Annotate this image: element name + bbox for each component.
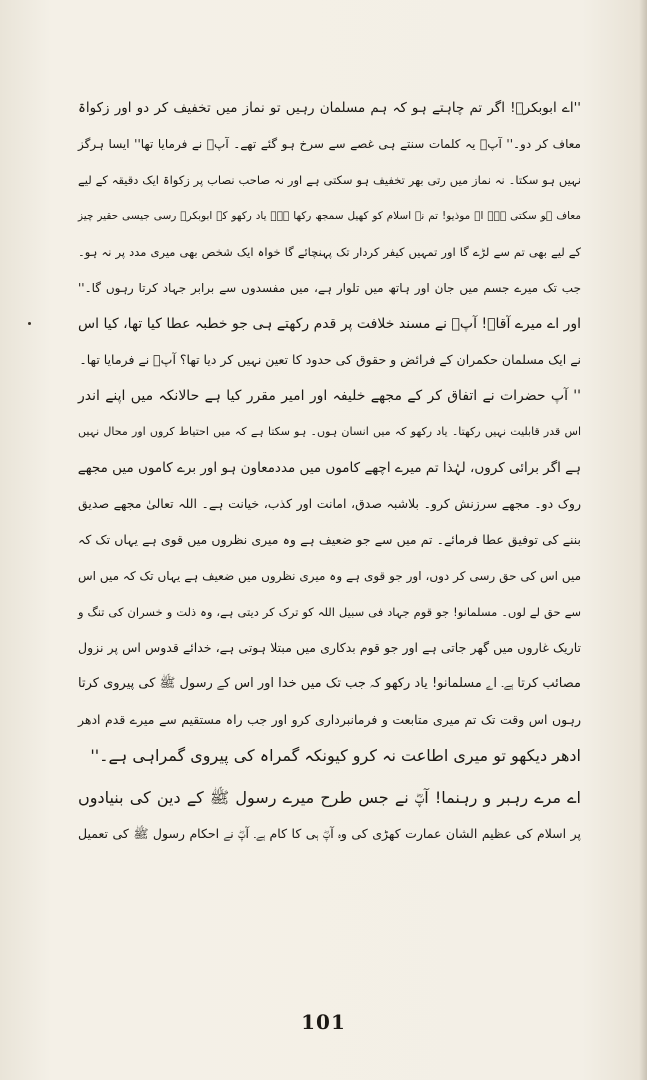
text-line-17: مصائب کرتا ہے۔ اے مسلمانو! یاد رکھو کہ جب تک میں خدا اور اس کے رسول ﷺ کی پیروی کرتا xyxy=(78,676,581,691)
text-line-16: تاریک غاروں میں گھر جاتی ہے اور جو قوم بدکاری میں مبتلا ہوتی ہے، خدائے قدوس اس پر نزول xyxy=(78,640,581,655)
text-line-2: معاف کر دو۔'' آپؓ یہ کلمات سنتے ہی غصے سے سرخ ہو گئے تھے۔ آپؓ نے فرمایا تھا'' ایسا ہرگز xyxy=(78,137,581,151)
text-line-12: روک دو۔ مجھے سرزنش کرو۔ بلاشبہ صدق، امانت اور کذب، خیانت ہے۔ اللہ تعالیٰ مجھے صدیق xyxy=(78,496,581,511)
text-line-13: بننے کی توفیق عطا فرمائے۔ تم میں سے جو ضعیف ہے وہ میری نظروں میں قوی ہے یہاں تک کہ xyxy=(78,532,581,547)
text-line-8: نے ایک مسلمان حکمران کے فرائض و حقوق کی حدود کا تعین نہیں کر دیا تھا؟ آپؓ نے فرمایا تھا۔ xyxy=(79,352,581,367)
body-text xyxy=(78,90,581,852)
text-line-19: ادھر دیکھو تو میری اطاعت نہ کرو کیونکہ گمراہ کی پیروی گمراہی ہے۔'' xyxy=(90,746,581,765)
page-number: 101 xyxy=(301,1010,346,1034)
text-line-5: کے لیے بھی تم سے لڑے گا اور تمہیں کیفر کردار تک پہنچائے گا خواہ ایک شخص بھی میری مدد پر نہ ہو۔ xyxy=(78,245,581,259)
text-line-7: اور اے میرے آقاؓ! آپؓ نے مسند خلافت پر قدم رکھتے ہی جو خطبہ عطا کیا تھا، کیا اس xyxy=(78,316,581,332)
text-line-9: '' آپ حضرات نے اتفاق کر کے مجھے خلیفہ اور امیر مقرر کیا ہے حالانکہ میں اپنے اندر xyxy=(78,388,581,404)
text-line-6: جب تک میرے جسم میں جان اور ہاتھ میں تلوار ہے، میں مفسدوں سے برابر جہاد کرتا رہوں گا۔'' xyxy=(78,281,581,295)
text-line-10: اس قدر قابلیت نہیں رکھتا۔ یاد رکھو کہ میں انسان ہوں۔ ہو سکتا ہے کہ میں احتیاط کروں اور محال نہیں xyxy=(78,425,581,438)
text-line-21: پر اسلام کی عظیم الشان عمارت کھڑی کی وہ آپؓ ہی کا کام ہے۔ آپؓ نے احکام رسول ﷺ کی تعمیل xyxy=(78,826,581,841)
text-line-14: میں اس کی حق رسی کر دوں، اور جو قوی ہے وہ میری نظروں میں ضعیف ہے یہاں تک کہ میں اس xyxy=(78,569,581,583)
text-line-11: ہے اگر برائی کروں، لہٰذا تم میرے اچھے کاموں میں مددمعاون ہو اور برے کاموں میں مجھے xyxy=(77,460,581,476)
scan-speck xyxy=(28,322,31,325)
page-edge-shadow xyxy=(639,0,647,1080)
text-line-3: نہیں ہو سکتا۔ نہ نماز میں رتی بھر تخفیف ہو سکتی ہے اور نہ صاحب نصاب پر زکواۃ ایک دقیقہ کے لیے xyxy=(78,173,581,187)
text-line-4: معاف ہو سکتی ہے۔ اے موذیو! تم نے اسلام کو کھیل سمجھ رکھا ہے۔ یاد رکھو کہ ابوبکرؓ رسی جیسی حقیر چیز xyxy=(78,210,581,222)
text-line-18: رہوں اس وقت تک تم میری متابعت و فرمانبرداری کرو اور جب راہ مستقیم سے میرے قدم ادھر xyxy=(78,712,581,727)
text-line-15: سے حق لے لوں۔ مسلمانو! جو قوم جہاد فی سبیل اللہ کو ترک کر دیتی ہے، وہ ذلت و خسران کی تنگ و xyxy=(78,605,581,619)
text-line-20: اے مرے رہبر و رہنما! آپؓ نے جس طرح میرے رسول ﷺ کے دین کی بنیادوں xyxy=(78,788,581,807)
text-line-1: ''اے ابوبکرؓ! اگر تم چاہتے ہو کہ ہم مسلمان رہیں تو نماز میں تخفیف کر دو اور زکواۃ xyxy=(78,100,581,116)
